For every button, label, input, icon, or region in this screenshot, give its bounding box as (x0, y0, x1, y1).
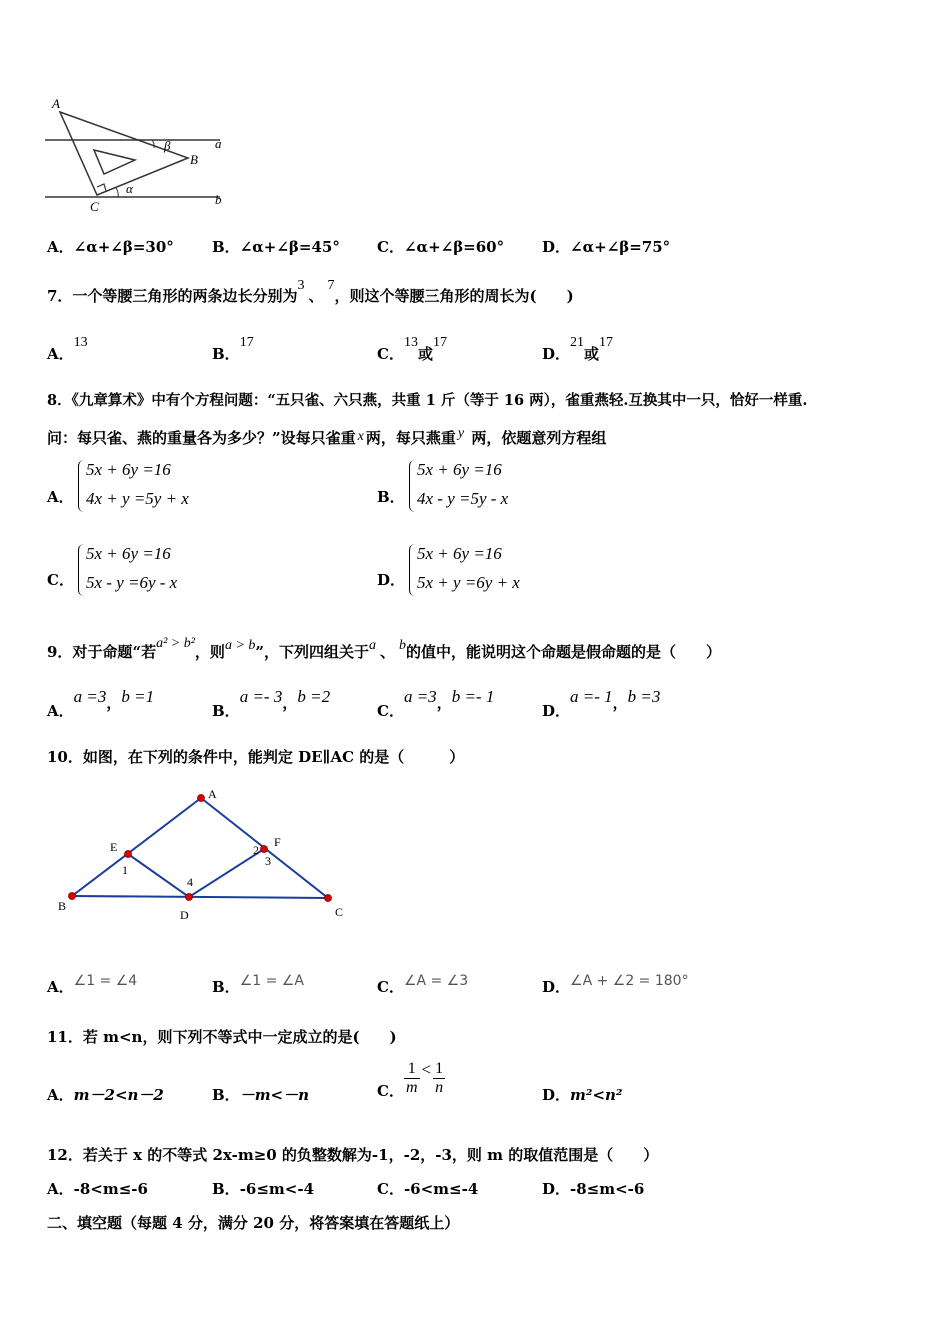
label-B: B (58, 899, 67, 913)
option-text: ∠α+∠β=60° (403, 238, 505, 256)
option-value: 17 (239, 335, 254, 350)
option-letter: C． (377, 1081, 404, 1100)
q10-stem: 10．如图，在下列的条件中，能判定 DE∥AC 的是（ ） (47, 748, 465, 766)
q12-option-b (212, 1178, 314, 1199)
q9-conclusion: a > b (224, 638, 256, 653)
q8-var-y: y (457, 426, 465, 441)
option-text: m－2<n－2 (73, 1086, 164, 1104)
fraction-numerator: 1 (404, 1060, 420, 1079)
angle-beta-arc (152, 140, 154, 148)
segment-ed (128, 854, 189, 897)
label-C: C (90, 199, 99, 214)
option-b-value: b =- 1 (451, 687, 495, 706)
brace (409, 544, 416, 596)
option-letter: B． (212, 345, 240, 363)
q8-line2-a: 问：每只雀、燕的重量各为多少？”设每只雀重 (47, 429, 356, 447)
q7-stem (47, 278, 574, 306)
label-C: C (335, 905, 344, 919)
q10-option-b (212, 969, 304, 996)
equation-2: 5x - y =6y - x (86, 573, 178, 592)
q9-option-c: C．a =3，b =- 1 (377, 687, 495, 720)
option-text: ∠A = ∠3 (403, 973, 469, 989)
q7-prefix: 7．一个等腰三角形的两条边长分别为 (47, 287, 298, 305)
q9-stem (47, 636, 722, 662)
equation-2: 4x + y =5y + x (86, 489, 189, 508)
label-angle-3: 3 (265, 854, 271, 868)
option-text: -8<m≤-6 (73, 1180, 148, 1198)
option-letter: D． (542, 1086, 571, 1104)
q11-option-c (377, 1059, 445, 1100)
option-letter: A． (47, 238, 74, 256)
q9-option-a: A．a =3，b =1 (47, 687, 155, 720)
option-text: ∠α+∠β=30° (73, 238, 174, 256)
equation-2: 4x - y =5y - x (417, 489, 509, 508)
segment-bc (72, 896, 328, 898)
option-a-value: a =3 (403, 687, 437, 706)
option-a-value: a =- 3 (239, 687, 283, 706)
q6-option-a (47, 236, 174, 257)
option-text: ∠α+∠β=75° (570, 238, 671, 256)
option-letter: A． (47, 1180, 74, 1198)
fraction-numerator: 1 (435, 1060, 444, 1077)
option-letter: B． (212, 238, 240, 256)
option-text: -6<m≤-4 (403, 1180, 479, 1198)
q6-option-c (377, 236, 504, 257)
equation-1: 5x + 6y =16 (86, 460, 171, 479)
point-E (125, 851, 132, 858)
q11-stem: 11．若 m<n，则下列不等式中一定成立的是( ) (47, 1028, 397, 1046)
q7-value-1: 3 (297, 278, 305, 293)
q7-option-b (212, 330, 254, 363)
option-text: ∠1 = ∠A (239, 973, 304, 989)
q8-line2-b: 两，每只燕重 (365, 429, 456, 447)
segment-ab (72, 798, 201, 896)
q10-option-d (542, 969, 689, 996)
label-F: F (274, 835, 281, 849)
option-letter: B． (212, 978, 240, 996)
label-alpha: α (126, 181, 133, 196)
q9-sep: 、 (380, 643, 396, 661)
option-letter: B． (212, 1086, 240, 1104)
q8-line-1: 8．《九章算术》中有个方程问题：“五只雀、六只燕，共重 1 斤（等于 16 两），雀重燕轻.互换其中一只，恰好一样重. (47, 392, 808, 409)
option-letter: B． (212, 702, 240, 720)
point-F (261, 846, 268, 853)
q11-option-b (212, 1084, 309, 1105)
fraction-denominator: n (435, 1079, 444, 1096)
fraction-denominator: m (405, 1079, 418, 1096)
label-angle-1: 1 (122, 863, 128, 877)
less-than-sign: < (421, 1059, 432, 1079)
q12-option-d (542, 1178, 644, 1199)
q7-suffix: ，则这个等腰三角形的周长为( ) (334, 287, 574, 305)
fraction-1-over-m (404, 1060, 420, 1097)
option-text: ∠α+∠β=45° (239, 238, 340, 256)
option-letter: C． (377, 702, 404, 720)
q8-option-a-letter: A． (47, 488, 74, 506)
option-value: 13 (73, 335, 88, 350)
q8-option-c-letter: C． (47, 571, 74, 589)
q11-option-a (47, 1084, 164, 1105)
label-B: B (190, 152, 198, 167)
triangle-abc (60, 112, 188, 195)
label-angle-2: 2 (253, 843, 259, 857)
point-A (198, 795, 205, 802)
option-text: -6≤m<-4 (239, 1180, 315, 1198)
option-letter: C． (377, 345, 404, 363)
q9-suffix: 的值中，能说明这个命题是假命题的是（ ） (406, 643, 722, 661)
option-letter: D． (542, 345, 571, 363)
option-or: 或 (584, 345, 600, 363)
q12-option-a (47, 1178, 148, 1199)
figure-triangle-abc-de-ef (50, 785, 360, 925)
option-text: ∠A + ∠2 = 180° (570, 973, 689, 989)
option-text: m²<n² (570, 1086, 623, 1104)
option-b-value: b =1 (121, 687, 155, 706)
q9-after: ”，下列四组关于 (255, 643, 370, 661)
label-A: A (52, 96, 60, 111)
q8-option-d-letter: D． (377, 571, 406, 589)
brace (409, 460, 416, 512)
q12-stem: 12．若关于 x 的不等式 2x-m≥0 的负整数解为-1，-2，-3，则 m 的取值范围是（ ） (47, 1146, 659, 1164)
option-value-1: 13 (403, 335, 418, 350)
label-line-b: b (215, 192, 222, 207)
q9-option-d: D．a =- 1，b =3 (542, 687, 661, 720)
option-b-value: b =2 (297, 687, 331, 706)
option-letter: A． (47, 1086, 74, 1104)
label-A: A (208, 787, 217, 801)
figure-parallel-lines-triangle (40, 92, 240, 217)
q7-option-c (377, 330, 447, 363)
option-letter: A． (47, 978, 74, 996)
equation-1: 5x + 6y =16 (417, 544, 502, 563)
label-angle-4: 4 (187, 875, 193, 889)
q8-var-x: x (357, 429, 364, 444)
equation-1: 5x + 6y =16 (86, 544, 171, 563)
q6-option-b (212, 236, 340, 257)
point-C (325, 895, 332, 902)
option-value-2: 17 (432, 335, 447, 350)
option-text: －m<－n (239, 1086, 310, 1104)
q7-option-a (47, 330, 88, 363)
q9-mid: ，则 (194, 643, 225, 661)
q10-option-a (47, 969, 138, 996)
option-value-1: 21 (570, 335, 585, 350)
q9-condition: a² > b² (156, 636, 195, 651)
option-letter: A． (47, 702, 74, 720)
q11-option-d (542, 1084, 623, 1105)
q8-line-2 (47, 427, 606, 448)
angle-alpha-arc (116, 188, 118, 197)
option-letter: D． (542, 702, 571, 720)
q9-var-b: b (399, 638, 407, 653)
option-letter: C． (377, 978, 404, 996)
q9-var-a: a (369, 638, 377, 653)
option-letter: D． (542, 978, 571, 996)
q7-value-2: 7 (327, 278, 335, 293)
brace (78, 460, 85, 512)
q7-option-d (542, 330, 614, 363)
option-letter: B． (212, 1180, 240, 1198)
inner-triangle (94, 150, 135, 174)
q8-line2-c: 两，依题意列方程组 (466, 429, 607, 447)
option-a-value: a =- 1 (570, 687, 613, 706)
equation-2: 5x + y =6y + x (417, 573, 520, 592)
equation-1: 5x + 6y =16 (417, 460, 502, 479)
q6-option-d (542, 236, 670, 257)
option-letter: D． (542, 1180, 571, 1198)
label-line-a: a (215, 136, 222, 151)
label-beta: β (164, 138, 171, 153)
brace (78, 544, 85, 596)
option-b-value: b =3 (627, 687, 661, 706)
right-angle-mark (97, 184, 106, 191)
option-letter: C． (377, 1180, 404, 1198)
point-B (69, 893, 76, 900)
option-text: ∠1 = ∠4 (73, 973, 138, 989)
option-or: 或 (417, 345, 433, 363)
section-2-title: 二、填空题（每题 4 分，满分 20 分，将答案填在答题纸上） (47, 1214, 460, 1232)
label-D: D (180, 908, 189, 922)
option-a-value: a =3 (73, 687, 107, 706)
fraction-1-over-n (433, 1060, 445, 1097)
option-letter: D． (542, 238, 571, 256)
q9-prefix: 9．对于命题“若 (47, 643, 157, 661)
q7-sep: 、 (308, 287, 324, 305)
point-D (186, 894, 193, 901)
option-text: -8≤m<-6 (570, 1180, 645, 1198)
q8-option-b-letter: B． (377, 488, 405, 506)
q10-option-c (377, 969, 469, 996)
option-letter: C． (377, 238, 404, 256)
option-letter: A． (47, 345, 74, 363)
q9-option-b: B．a =- 3，b =2 (212, 687, 331, 720)
option-value-2: 17 (599, 335, 614, 350)
label-E: E (110, 840, 118, 854)
q12-option-c (377, 1178, 478, 1199)
